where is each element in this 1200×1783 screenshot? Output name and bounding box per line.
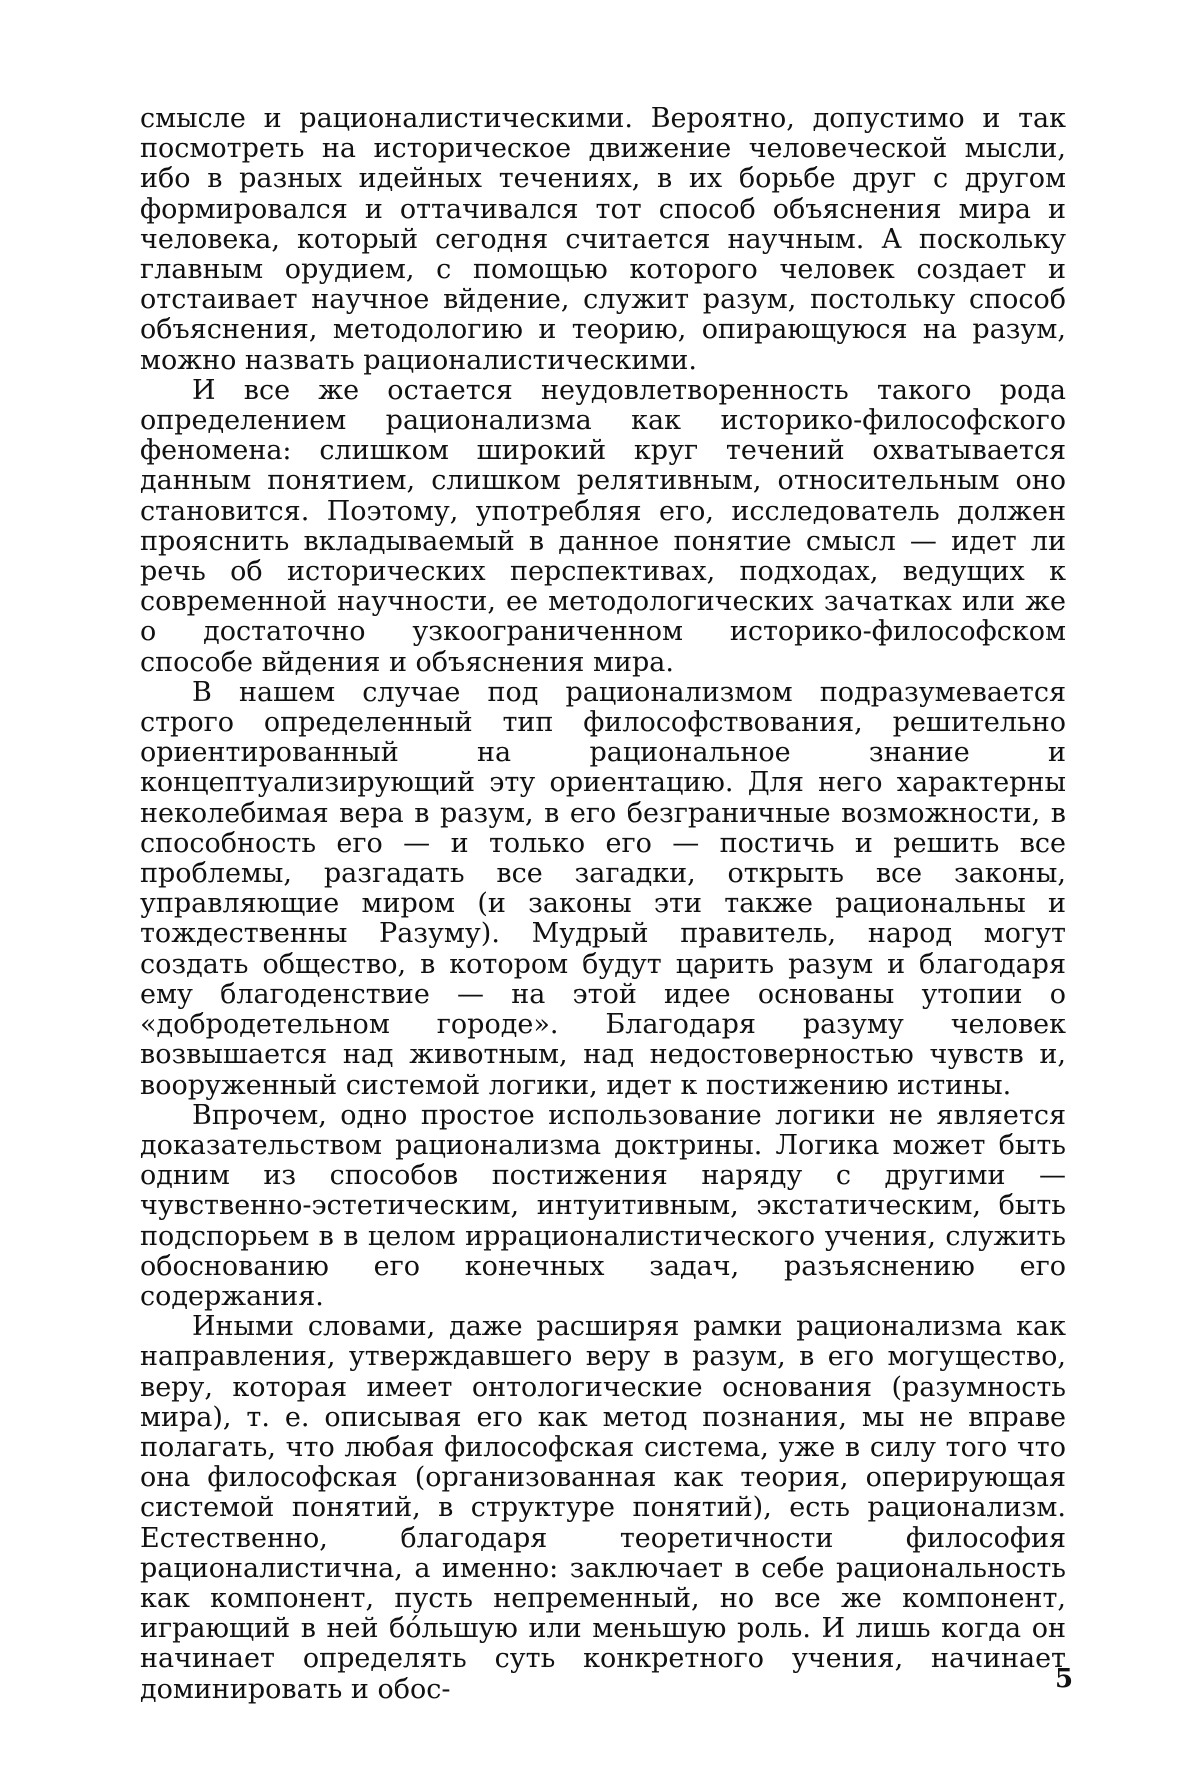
paragraph: смысле и рационалистическими. Вероятно, допустимо и так посмотреть на историческое движение человеческой мысли, ибо в разных идейных течениях, в их борьбе друг с другом формировался и оттачивался тот способ объяснения мира и человека, который сегодня считается научным. А поскольку главным орудием, с помощью которого человек создает и отстаивает научное вйдение, служит разум, постольку способ объяснения, методологию и теорию, опирающуюся на разум, можно назвать рационалистическими. xyxy=(140,103,1066,376)
page-number: 5 xyxy=(1055,1664,1074,1694)
paragraph: В нашем случае под рационализмом подразумевается строго определенный тип философствования, решительно ориентированный на рациональное знание и концептуализирующий эту ориентацию. Для него характерны неколебимая вера в разум, в его безграничные возможности, в способность его — и только его — постичь и решить все проблемы, разгадать все загадки, открыть все законы, управляющие миром (и законы эти также рациональны и тождественны Разуму). Мудрый правитель, народ могут создать общество, в котором будут царить разум и благодаря ему благоденствие — на этой идее основаны утопии о «добродетельном городе». Благодаря разуму человек возвышается над животным, над недостоверностью чувств и, вооруженный системой логики, идет к постижению истины. xyxy=(140,676,1066,1101)
paragraph: Впрочем, одно простое использование логики не является доказательством рационализма доктрины. Логика может быть одним из способов постижения наряду с другими — чувственно-эстетическим, интуитивным, экстатическим, быть подспорьем в в целом иррационалистического учения, служить обоснованию его конечных задач, разъяснению его содержания. xyxy=(140,1099,1066,1312)
paragraph: И все же остается неудовлетворенность такого рода определением рационализма как историко-философского феномена: слишком широкий круг течений охватывается данным понятием, слишком релятивным, относительным оно становится. Поэтому, употребляя его, исследователь должен прояснить вкладываемый в данное понятие смысл — идет ли речь об исторических перспективах, подходах, ведущих к современной научности, ее методологических зачатках или же о достаточно узкоограниченном историко-философском способе вйдения и объяснения мира. xyxy=(140,374,1066,678)
page-text-block xyxy=(140,104,1066,1705)
paragraph: Иными словами, даже расширяя рамки рационализма как направления, утверждавшего веру в разум, в его могущество, веру, которая имеет онтологические основания (разумность мира), т. е. описывая его как метод познания, мы не вправе полагать, что любая философская система, уже в силу того что она философская (организованная как теория, оперирующая системой понятий, в структуре понятий), есть рационализм. Естественно, благодаря теоретичности философия рационалистична, а именно: заключает в себе рациональность как компонент, пусть непременный, но все же компонент, играющий в ней бóльшую или меньшую роль. И лишь когда он начинает определять суть конкретного учения, начинает доминировать и обос- xyxy=(140,1311,1066,1705)
